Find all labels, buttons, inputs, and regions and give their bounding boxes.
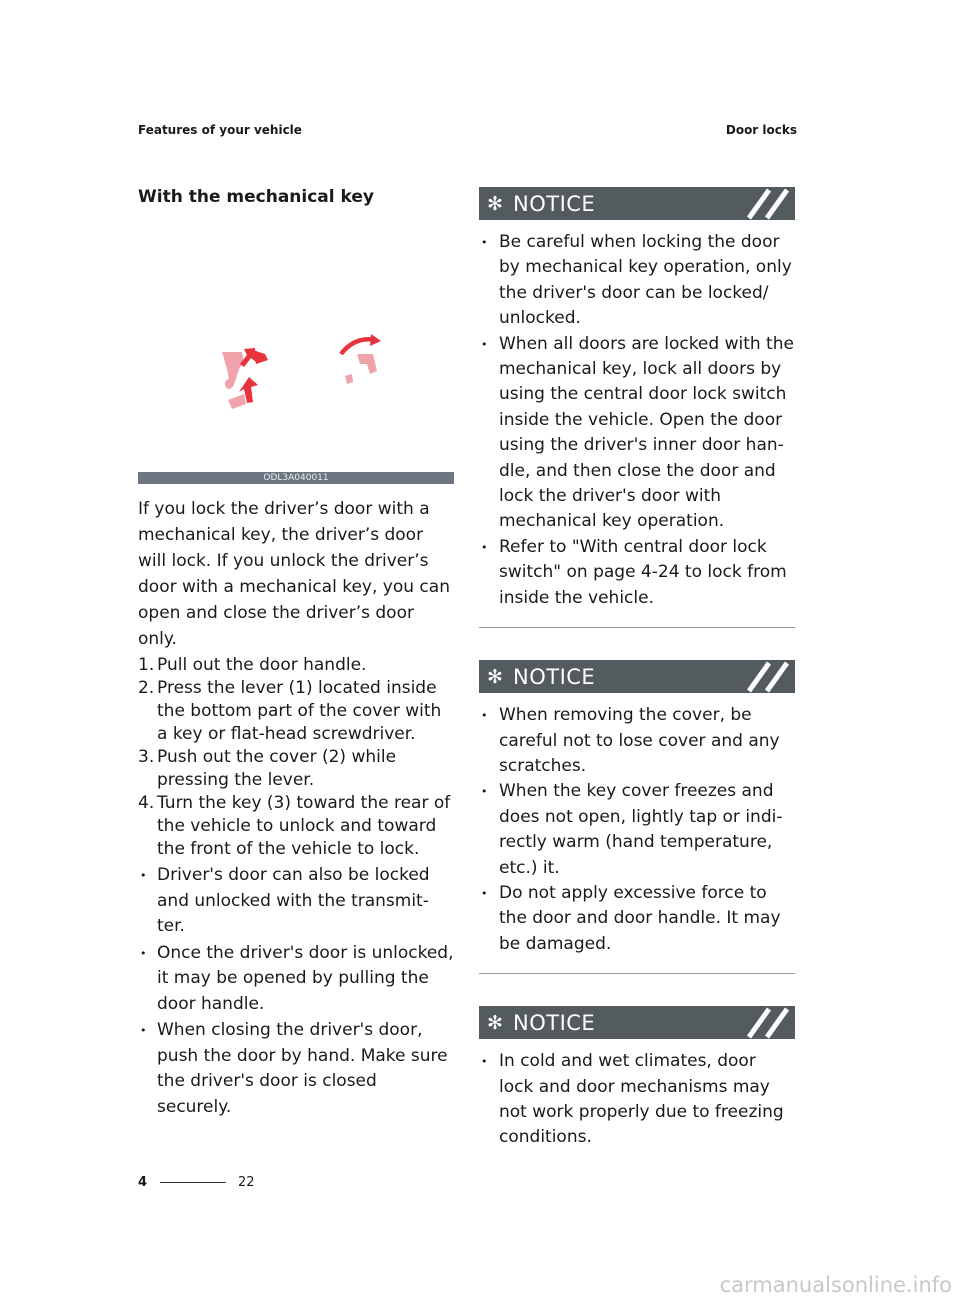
notice-box — [479, 187, 795, 628]
notice-list — [479, 703, 795, 957]
asterisk-icon: ✻ — [487, 1011, 503, 1034]
notice-title: NOTICE — [513, 664, 596, 689]
door-lock-illustration — [138, 228, 454, 484]
notice-item: • Do not apply excessive force to the door and door handle. It may be damaged. — [479, 881, 795, 957]
notice-header — [479, 660, 795, 693]
double-slash-icon — [735, 660, 795, 693]
notice-divider — [479, 627, 795, 628]
notice-header — [479, 1006, 795, 1039]
key-turn-arrow-icon — [341, 334, 381, 384]
right-column — [479, 187, 795, 1183]
asterisk-icon: ✻ — [487, 665, 503, 688]
notice-list — [479, 230, 795, 611]
chapter-number: 4 — [138, 1175, 148, 1190]
note-item: • When closing the driver's door, push the door by hand. Make sure the driver's door is closed securely. — [138, 1018, 454, 1120]
asterisk-icon: ✻ — [487, 192, 503, 215]
intro-paragraph: If you lock the driver’s door with a mechanical key, the driver’s door will lock. If you unlock the driver’s door with a mechanical key, you can open and close the driver’s door only. — [138, 499, 450, 649]
notice-box — [479, 1006, 795, 1151]
notice-item: • Refer to "With central door lock switch" on page 4-24 to lock from inside the vehicle. — [479, 535, 795, 611]
steps-list — [138, 654, 454, 861]
step-item: 2. Press the lever (1) located inside the bottom part of the cover with a key or flat-head screwdriver. — [138, 678, 442, 744]
notes-list — [138, 863, 454, 1120]
running-header-topic: Door locks — [725, 123, 797, 137]
notice-item: • When all doors are locked with the mechanical key, lock all doors by using the central door lock switch inside the vehicle. Open the door using the driver's inner door han-dle, and then close the door and lock the driver's door with mechanical key operation. — [479, 332, 795, 535]
step-item: 3. Push out the cover (2) while pressing the lever. — [138, 747, 397, 790]
notice-box — [479, 660, 795, 974]
page-number: 22 — [238, 1175, 255, 1190]
step-item: 4. Turn the key (3) toward the rear of the vehicle to unlock and toward the front of the vehicle to lock. — [138, 793, 451, 859]
note-item: • Driver's door can also be locked and unlocked with the transmit-ter. — [138, 863, 454, 940]
notice-list — [479, 1049, 795, 1151]
double-slash-icon — [735, 187, 795, 220]
notice-item: • In cold and wet climates, door lock and door mechanisms may not work properly due to freezing conditions. — [479, 1049, 795, 1151]
notice-title: NOTICE — [513, 191, 596, 216]
double-slash-icon — [735, 1006, 795, 1039]
notice-item: • When the key cover freezes and does not open, lightly tap or indi-rectly warm (hand temperature, etc.) it. — [479, 779, 795, 881]
figure-caption: ODL3A040011 — [138, 472, 454, 484]
section-title: With the mechanical key — [138, 187, 374, 207]
notice-item: • Be careful when locking the door by mechanical key operation, only the driver's door can be locked/ unlocked. — [479, 230, 795, 332]
running-header-section: Features of your vehicle — [138, 123, 302, 137]
note-item: • Once the driver's door is unlocked, it may be opened by pulling the door handle. — [138, 941, 454, 1018]
page-footer — [138, 1175, 255, 1190]
step-item: 1. Pull out the door handle. — [138, 655, 367, 675]
figure-door-lock — [138, 228, 454, 484]
notice-header — [479, 187, 795, 220]
notice-item: • When removing the cover, be careful not to lose cover and any scratches. — [479, 703, 795, 779]
watermark: carmanualsonline.info — [719, 1273, 952, 1297]
notice-title: NOTICE — [513, 1010, 596, 1035]
footer-divider — [160, 1182, 226, 1183]
left-column — [138, 186, 454, 1121]
door-handle-cover-icon — [222, 348, 268, 409]
notice-divider — [479, 973, 795, 974]
